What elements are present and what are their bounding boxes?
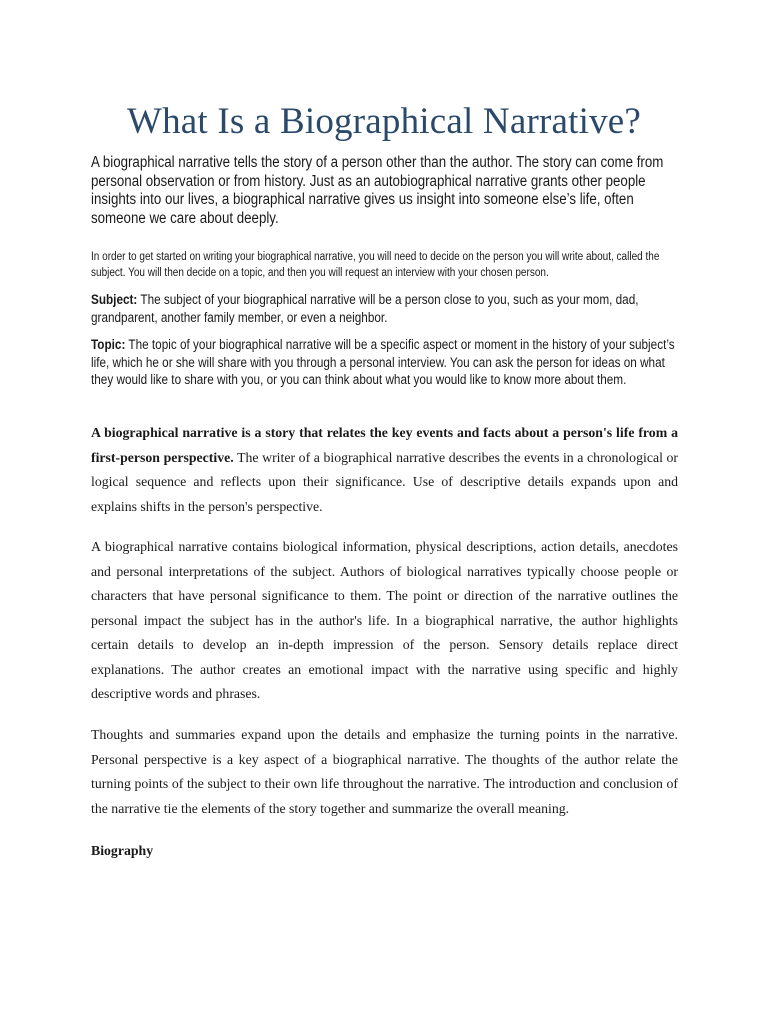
topic-definition — [91, 336, 683, 389]
body-paragraph-2: A biographical narrative contains biological information, physical descriptions, action details, anecdotes and personal interpretations of the subject. Authors of biological narratives typically choose people or characters that have personal significance to them. The point or direction of the narrative outlines the personal impact the subject has in the author's life. In a biographical narrative, the author highlights certain details to develop an in-depth impression of the person. Sensory details replace direct explanations. The author creates an emotional impact with the narrative using specific and highly descriptive words and phrases. — [91, 539, 678, 701]
subject-definition — [91, 291, 683, 326]
topic-text: The topic of your biographical narrative will be a specific aspect or moment in the history of your subject’s life, which he or she will share with you through a personal interview. You can ask the person for ideas on what they would like to share with you, or you can think about what you would like to know more about them. — [91, 337, 675, 387]
section-heading-biography: Biography — [91, 843, 154, 858]
paragraph-1-bold-lead: A biographical narrative is a story that relates the key events and facts about a person's life from a first-person perspective. — [91, 425, 678, 465]
instructions-paragraph: In order to get started on writing your biographical narrative, you will need to decide on the person you will write about, called the subject. You will then decide on a topic, and then you will request an interview with your chosen person. — [91, 251, 660, 279]
body-paragraph-3: Thoughts and summaries expand upon the details and emphasize the turning points in the narrative. Personal perspective is a key aspect of a biographical narrative. The thoughts of the author relate the turning points of the subject to their own life throughout the narrative. The introduction and conclusion of the narrative tie the elements of the story together and summarize the overall meaning. — [91, 727, 678, 816]
page-title: What Is a Biographical Narrative? — [126, 101, 642, 142]
paragraph-1-text: The writer of a biographical narrative describes the events in a chronological or logical sequence and reflects upon their significance. Use of descriptive details expands upon and explains shifts in the person's perspective. — [91, 449, 678, 514]
body-paragraph-1 — [91, 421, 678, 519]
subject-text: The subject of your biographical narrative will be a person close to you, such as your mom, dad, grandparent, another family member, or even a neighbor. — [91, 292, 639, 325]
subject-label: Subject: — [91, 292, 138, 307]
topic-label: Topic: — [91, 337, 126, 352]
intro-paragraph: A biographical narrative tells the story of a person other than the author. The story can come from personal observation or from history. Just as an autobiographical narrative grants other people insights into our lives, a biographical narrative gives us insight into someone else’s life, often someone we care about deeply. — [91, 154, 664, 227]
